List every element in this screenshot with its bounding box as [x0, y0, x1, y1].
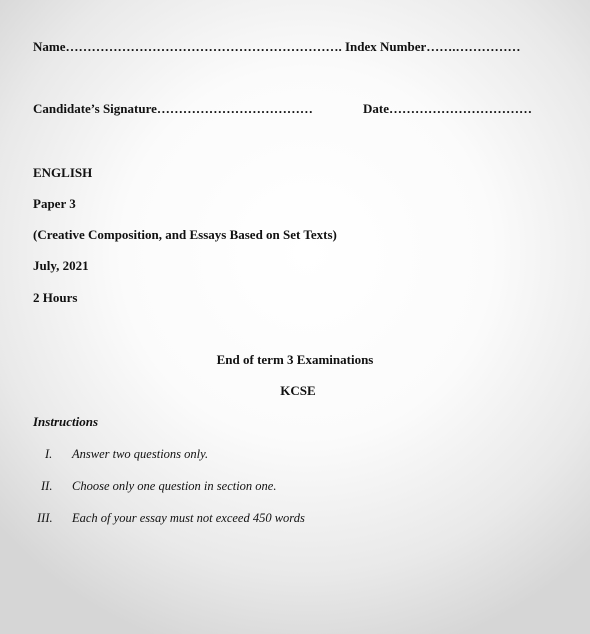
paper-number: Paper 3: [33, 196, 76, 211]
exam-duration: 2 Hours: [33, 290, 78, 305]
list-item-text: Choose only one question in section one.: [72, 479, 277, 493]
date-field: Date……………………………: [363, 101, 532, 116]
list-item-numeral: II.: [41, 479, 53, 493]
list-item-text: Answer two questions only.: [72, 447, 209, 461]
subject-title: ENGLISH: [33, 165, 93, 180]
list-item-text: Each of your essay must not exceed 450 words: [72, 511, 305, 525]
instructions-heading: Instructions: [33, 414, 99, 429]
paper-description: (Creative Composition, and Essays Based on Set Texts): [33, 227, 337, 242]
candidate-signature-field: Candidate’s Signature………………………………: [33, 101, 313, 116]
list-item-numeral: I.: [45, 447, 53, 461]
exam-board: KCSE: [280, 383, 316, 398]
list-item-numeral: III.: [37, 511, 53, 525]
exam-title: End of term 3 Examinations: [216, 352, 374, 367]
exam-date: July, 2021: [33, 258, 89, 273]
name-index-number-field: Name………………………………………………………. Index Number…….……………: [33, 39, 521, 54]
